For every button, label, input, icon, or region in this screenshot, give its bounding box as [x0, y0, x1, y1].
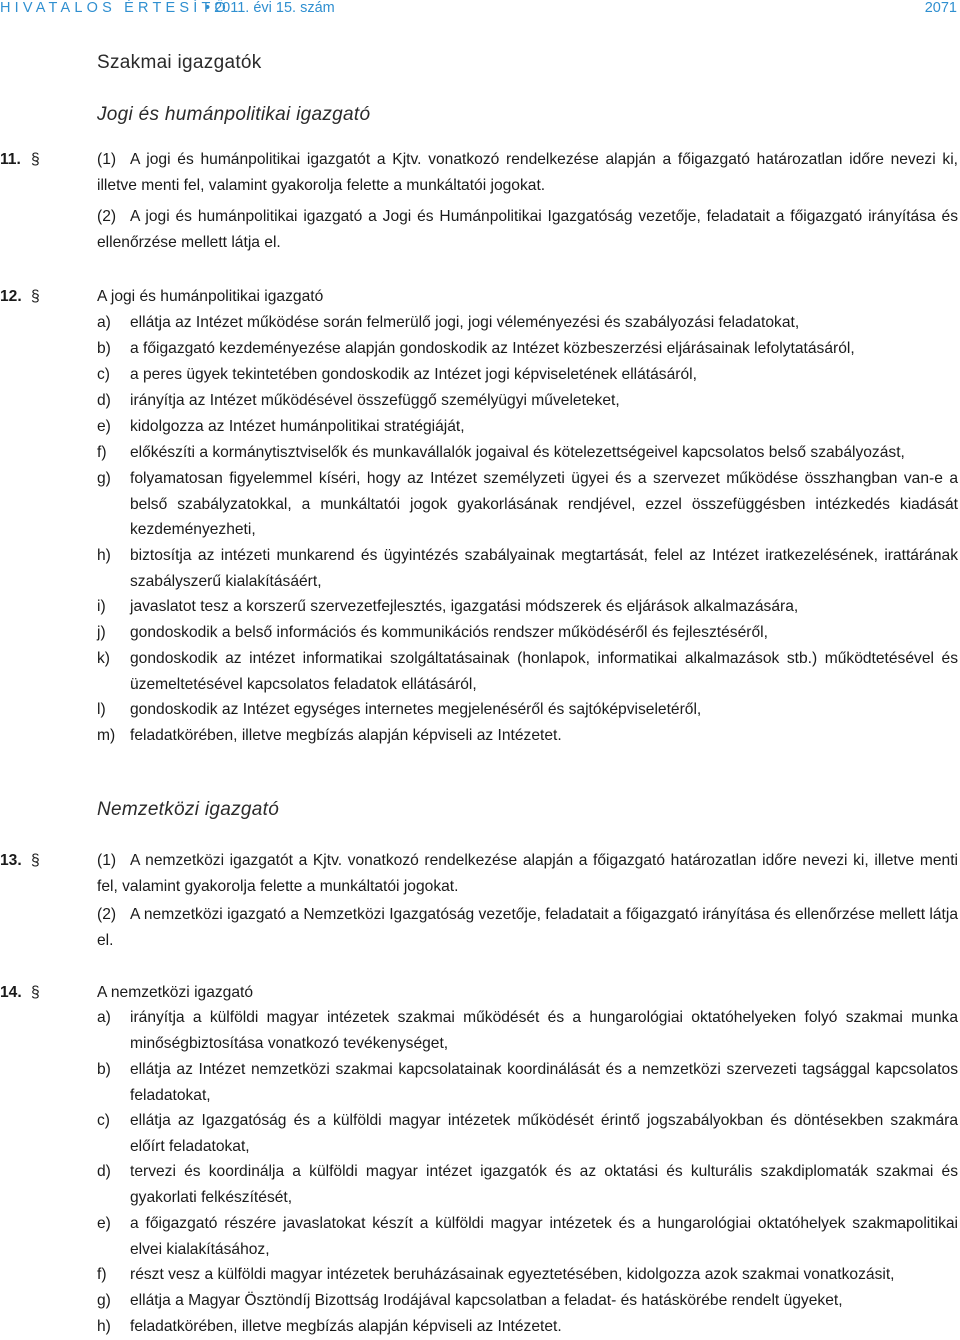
list-item: f) részt vesz a külföldi magyar intézetek beruházásainak egyeztetésében, kidolgozza azok szakmai vonatkozásit, — [97, 1266, 895, 1283]
subparagraph-text: A nemzetközi igazgató a Nemzetközi Igazgatóság vezetője, feladatait a főigazgató irányítása és ellenőrzése mellett látja el. — [97, 906, 958, 949]
list-item: b) a főigazgató kezdeményezése alapján gondoskodik az Intézet közbeszerzési eljárásainak lefolytatásáról, — [97, 340, 855, 357]
page-number: 2071 — [924, 0, 957, 16]
list-item: e) kidolgozza az Intézet humánpolitikai stratégiáját, — [97, 418, 465, 435]
section-sign: § — [31, 288, 40, 305]
list-item: e) a főigazgató részére javaslatokat készít a külföldi magyar intézetek és a hungarológiai oktatóhelyek szakmapolitikai elvei kialakításához, — [97, 1215, 958, 1258]
paragraph-number: 12. — [0, 288, 22, 305]
list-item: g) ellátja a Magyar Ösztöndíj Bizottság Irodájával kapcsolatban a feladat- és hatáskörébe rendelt ügyeket, — [97, 1292, 843, 1309]
list-item: g) folyamatosan figyelemmel kíséri, hogy az Intézet személyzeti ügyei és a szervezet működése összhangban van-e a belső szabályzatokkal, a munkáltatói jogok gyakorlásának rendjével, ezzel összefüggésben intézkedés kiadását kezdeményezheti, — [97, 470, 958, 539]
paragraph-number: 11. — [0, 151, 21, 168]
section-sign: § — [31, 852, 40, 869]
list-item: k) gondoskodik az intézet informatikai szolgáltatásainak (honlapok, informatikai alkalmazások stb.) működtetésével és üzemeltetésével kapcsolatos feladatok ellátásáról, — [97, 650, 958, 693]
section-title: Szakmai igazgatók — [97, 52, 262, 73]
subparagraph-11-2 — [97, 204, 958, 255]
list-item: i) javaslatot tesz a korszerű szervezetfejlesztés, igazgatási módszerek és eljárások alkalmazására, — [97, 598, 799, 615]
list-item: l) gondoskodik az Intézet egységes internetes megjelenéséről és sajtóképviseletéről, — [97, 701, 702, 718]
list-item: h) feladatkörében, illetve megbízás alapján képviseli az Intézetet. — [97, 1318, 562, 1335]
list-item: d) tervezi és koordinálja a külföldi magyar intézet igazgatók és az oktatási és kulturális szakdiplomaták szakmai és gyakorlati felkészítését, — [97, 1163, 958, 1206]
subparagraph-text: A jogi és humánpolitikai igazgató a Jogi és Humánpolitikai Igazgatóság vezetője, feladatait a főigazgató irányítása és ellenőrzése mellett látja el. — [97, 208, 958, 251]
subparagraph-13-2 — [97, 902, 958, 953]
list-item: a) ellátja az Intézet működése során felmerülő jogi, jogi véleményezési és szabályozási feladatokat, — [97, 314, 800, 331]
subparagraph-mark: (1) — [97, 151, 117, 168]
subparagraph-text: A jogi és humánpolitikai igazgatót a Kjtv. vonatkozó rendelkezése alapján a főigazgató határozatlan időre nevezi ki, illetve menti fel, valamint gyakorolja felette a munkáltatói jogokat. — [97, 151, 958, 194]
paragraph-number: 14. — [0, 984, 22, 1001]
list-item: c) a peres ügyek tekintetében gondoskodik az Intézet jogi képviseletének ellátásáról, — [97, 366, 697, 383]
page-header — [0, 0, 960, 22]
list-item: f) előkészíti a kormánytisztviselők és munkavállalók jogaival és kötelezettségeivel kapcsolatos belső szabályozást, — [97, 444, 905, 461]
subparagraph-mark: (1) — [97, 852, 117, 869]
list-item: d) irányítja az Intézet működésével összefüggő személyügyi műveleteket, — [97, 392, 620, 409]
section-sign: § — [31, 151, 40, 168]
subparagraph-text: A nemzetközi igazgatót a Kjtv. vonatkozó rendelkezése alapján a főigazgató határozatlan időre nevezi ki, illetve menti fel, valamint gyakorolja felette a munkáltatói jogokat. — [97, 852, 958, 895]
subsection-title-international: Nemzetközi igazgató — [97, 799, 280, 820]
paragraph-lead: A jogi és humánpolitikai igazgató — [97, 288, 324, 305]
subparagraph-mark: (2) — [97, 208, 117, 225]
list-item: h) biztosítja az intézeti munkarend és ügyintézés szabályainak megtartását, felel az Intézet iratkezelésének, irattárának szabályszerű kialakításáért, — [97, 547, 958, 590]
list-item: b) ellátja az Intézet nemzetközi szakmai kapcsolatainak koordinálását és a nemzetközi szervezeti tagsággal kapcsolatos feladatokat, — [97, 1061, 958, 1104]
subparagraph-13-1 — [97, 848, 958, 899]
paragraph-number: 13. — [0, 852, 22, 869]
issue-label: • 2011. évi 15. szám — [205, 0, 335, 16]
list-item: c) ellátja az Igazgatóság és a külföldi magyar intézetek működését érintő jogszabályokban és döntésekben szakmára előírt feladatokat, — [97, 1112, 958, 1155]
section-sign: § — [31, 984, 40, 1001]
list-item: m) feladatkörében, illetve megbízás alapján képviseli az Intézetet. — [97, 727, 562, 744]
list-item: j) gondoskodik a belső információs és kommunikációs rendszer működéséről és fejlesztéséről, — [97, 624, 768, 641]
journal-title: HIVATALOS ÉRTESÍTŐ — [0, 0, 231, 16]
list-item: a) irányítja a külföldi magyar intézetek szakmai működését és a hungarológiai oktatóhelyeken folyó szakmai munka minőségbiztosítása vonatkozó tevékenységet, — [97, 1009, 958, 1052]
subparagraph-11-1 — [97, 147, 958, 198]
subparagraph-mark: (2) — [97, 906, 117, 923]
paragraph-lead: A nemzetközi igazgató — [97, 984, 254, 1001]
subsection-title-legal: Jogi és humánpolitikai igazgató — [97, 104, 371, 125]
